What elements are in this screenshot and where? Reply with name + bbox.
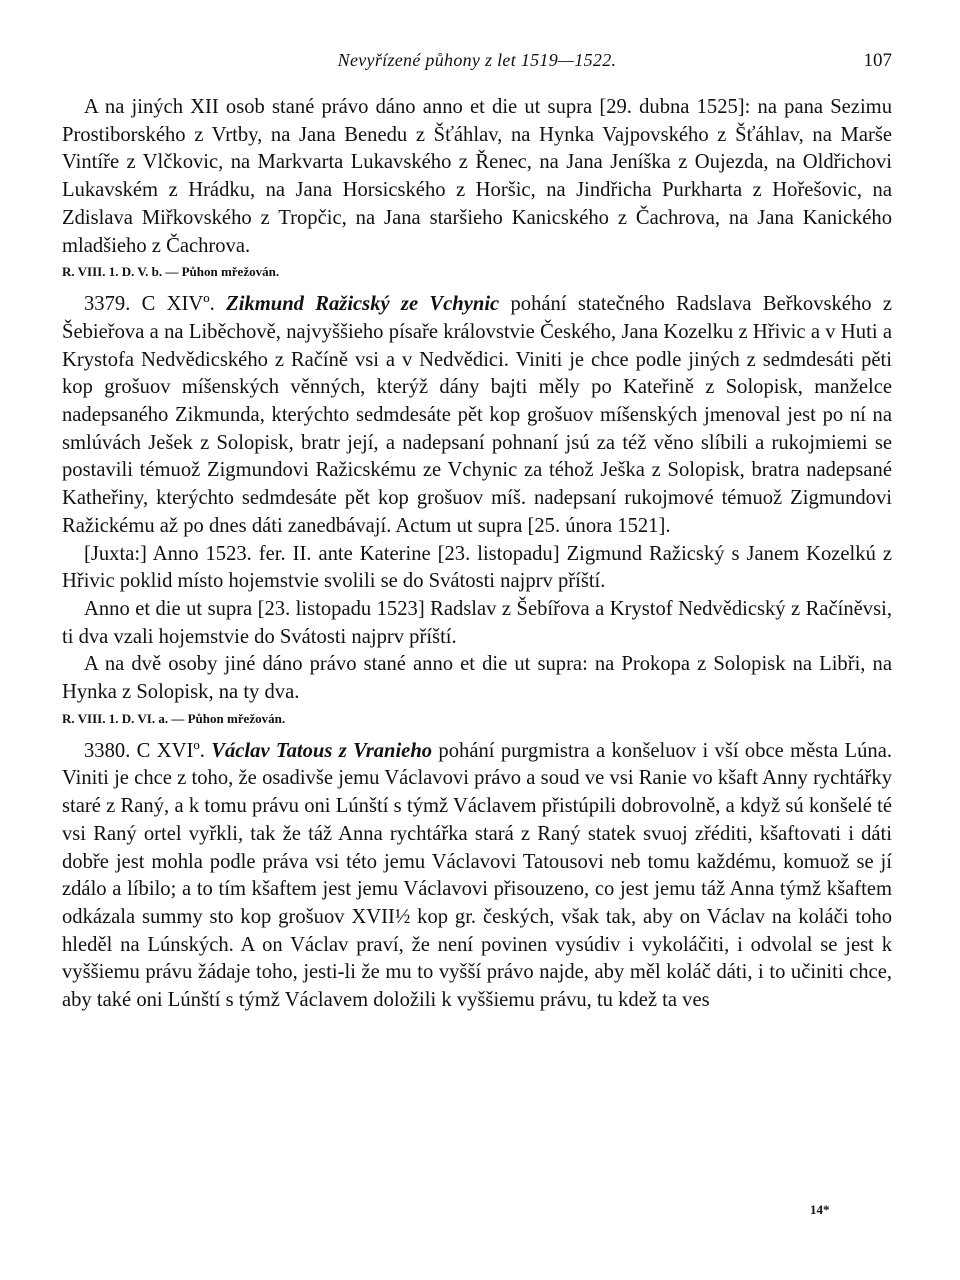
entry-3380	[62, 738, 892, 1015]
running-header	[62, 50, 892, 74]
paragraph-dve-osoby: A na dvě osoby jiné dáno právo stané anno et die ut supra: na Prokopa z Solopisk na Libři, na Hynka z Solopisk, na ty dva.	[62, 653, 892, 704]
archival-note-2: R. VIII. 1. D. VI. a. — Půhon mřežován.	[62, 710, 286, 726]
paragraph-anno: Anno et die ut supra [23. listopadu 1523] Radslav z Šebířova a Krystof Nedvědicský z Račíněvsi, ti dva vzali hojemstvie do Svátosti najprv příští.	[62, 597, 892, 648]
document-page	[62, 0, 892, 1280]
entry-3380-text: pohání purgmistra a konšeluov i vší obce města Lúna. Viniti je chce z toho, že osadivše jemu Václavovi právo a soud ve vsi Ranie vo kšaft Anny rychtářky staré z Raný, a k tomu právu oni Lúnští s týmž Václavem přistúpili dobrovolně, a když sú konšelé té vsi Raný ortel vyřkli, tak že táž Anna rychtářka stará z Raný statek svuoj zřéditi, kšaftovati i dáti dobře jest mohla podle práva vsi této jemu Václavovi Tatousovi neb tomu každému, komuož se jí zdálo a líbilo; a to tím kšaftem jest jemu Václavovi přisouzeno, co jest jemu táž Anna týmž kšaftem odkázala summy sto kop grošuov XVII½ kop gr. českých, však tak, aby on Václav na koláči toho hleděl na Lúnských. A on Václav praví, že není povinen vysúdiv i vykoláčiti, i odvolal se jest k vyššiemu právu žádaje toho, jesti-li že mu to vyšší právo najde, aby měl koláč dáti, i to učiniti chce, aby také oni Lúnští s týmž Václavem doložili k vyššiemu právu, tu kdež ta ves	[62, 739, 892, 1012]
entry-3379-party: Zikmund Ražicský ze Vchynic	[226, 293, 500, 316]
entry-3379	[62, 291, 892, 540]
archival-note-1: R. VIII. 1. D. V. b. — Půhon mřežován.	[62, 264, 280, 280]
signature-mark: 14*	[810, 1202, 830, 1217]
paragraph-1: A na jiných XII osob stané právo dáno anno et die ut supra [29. dubna 1525]: na pana Sezimu Prostiborského z Vrtby, na Jana Benedu z Šťáhlav, na Hynka Vajpovského z Šťáhlav, na Marše Vintíře z Vlčkovic, na Markvarta Lukavského z Řenec, na Jana Jeníška z Oujezda, na Oldřichovi Lukavském z Hrádku, na Jana Horsicského z Horšic, na Jindřicha Purkharta z Hořešovic, na Zdislava Miřkovského z Tropčic, na Jana staršieho Kanicského z Čachrova, na Jana Kanického mladšieho z Čachrova.	[62, 96, 892, 257]
entry-3380-party: Václav Tatous z Vranieho	[211, 739, 433, 762]
page-number: 107	[863, 50, 892, 71]
entry-3379-text: pohání statečného Radslava Beřkovského z Šebieřova a na Liběchově, najvyššieho písaře královstvie Českého, Jana Kozelku z Hřivic a v Huti a Krystofa Nedvědicského z Račíně vsi a v Nedvědici. Viniti je chce podle jiných z sedmdesáti pěti kop grošuov míšenských věnných, kterýž dány bajti měly po Kateřině z Solopisk, manželce nadepsaného Zikmunda, kterýchto sedmdesáte pět kop grošuov míšenských jmenoval jest po ní na smlúvách Ješek z Solopisk, bratr její, a nadepsaní pohnaní jsú za též věno slíbili a rukojmiemi se postavili témuož Zigmundovi Ražicskému ze Vchynic za téhož Ješka z Solopisk, bratra nadepsané Katheřiny, kterýchto sedmdesáte pět kop grošuov míš. nadepsaní rukojmové témuož Zigmundovi Ražickému až po dnes dáti zanedbávají. Actum ut supra [25. února 1521].	[62, 293, 892, 537]
entry-3379-number: 3379. C XIVº.	[84, 293, 215, 316]
header-title: Nevyřízené půhony z let 1519—1522.	[337, 50, 617, 70]
text-body	[62, 94, 892, 1015]
entry-3380-number: 3380. C XVIº.	[84, 739, 205, 762]
paragraph-juxta: [Juxta:] Anno 1523. fer. II. ante Katerine [23. listopadu] Zigmund Ražicský s Janem Kozelkú z Hřivic poklid místo hojemstvie svolili se do Svátosti najprv příští.	[62, 542, 892, 593]
